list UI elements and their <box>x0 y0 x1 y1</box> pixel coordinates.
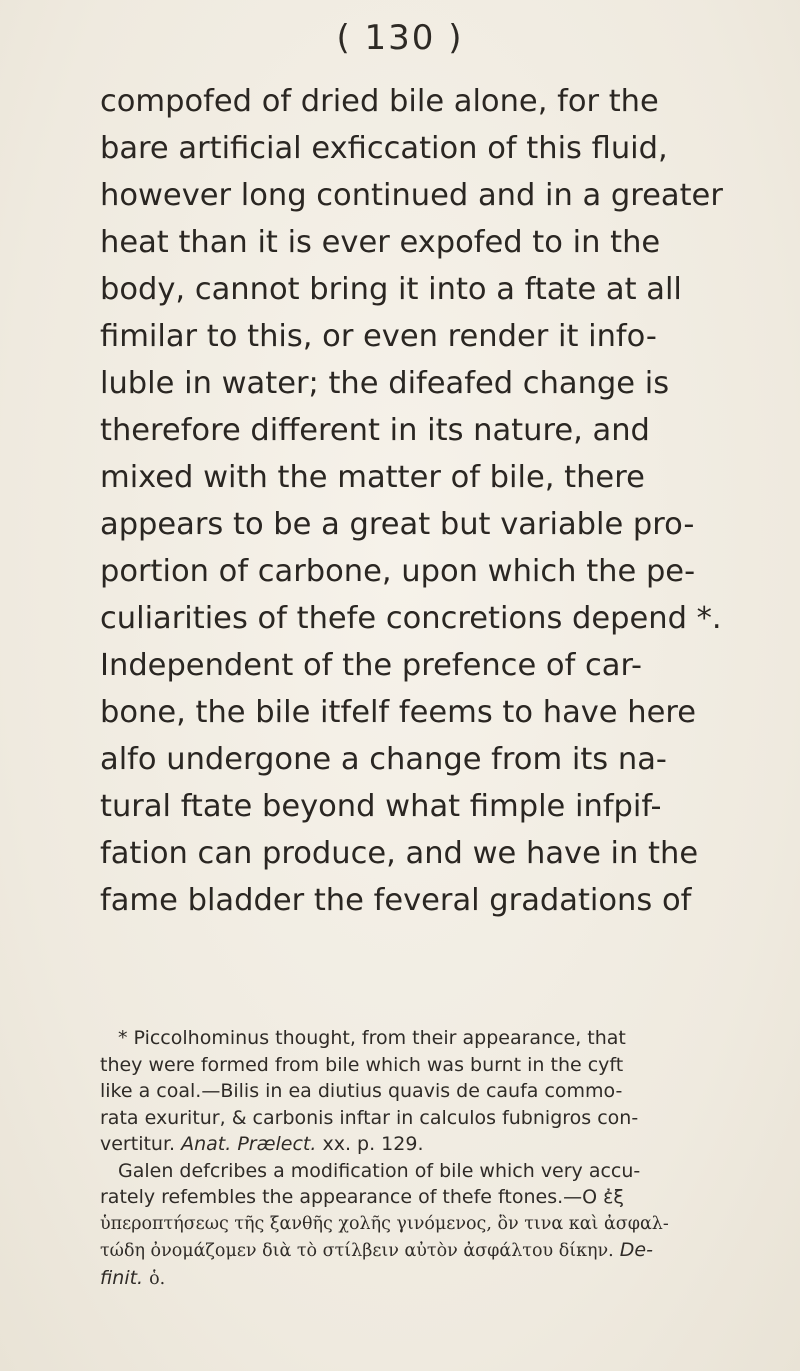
body-line: fation can produce, and we have in the <box>100 836 699 871</box>
footnote-line: rata exuritur, & carbonis inftar in calculos fubnigros con- <box>100 1106 639 1129</box>
footnote <box>100 1025 730 1292</box>
citation-title: finit. <box>100 1266 144 1289</box>
body-line: however long continued and in a greater <box>100 178 723 213</box>
body-line: bare artificial exficcation of this fluid, <box>100 131 668 166</box>
body-text <box>100 78 730 924</box>
footnote-greek-line: ὑπεροπτήσεως τῆς ξανθῆς χολῆς γινόμενος, ὃν τινα καὶ ἀσφαλ- <box>100 1213 669 1234</box>
body-line: mixed with the matter of bile, there <box>100 460 645 495</box>
body-line: compofed of dried bile alone, for the <box>100 84 659 119</box>
citation-title: Anat. Prælect. <box>181 1133 317 1155</box>
body-line: heat than it is ever expofed to in the <box>100 225 661 260</box>
body-line: appears to be a great but variable pro- <box>100 507 695 542</box>
body-line: bone, the bile itfelf feems to have here <box>100 695 697 730</box>
body-line: fame bladder the feveral gradations of <box>100 883 692 918</box>
body-line: culiarities of thefe concretions depend *. <box>100 601 722 636</box>
body-line: tural ftate beyond what fimple infpif- <box>100 789 662 824</box>
page-number: ( 130 ) <box>336 18 464 58</box>
body-line: Independent of the prefence of car- <box>100 648 643 683</box>
footnote-line: like a coal.—Bilis in ea diutius quavis de caufa commo- <box>100 1080 623 1102</box>
footnote-text: xx. p. 129. <box>322 1133 424 1155</box>
citation-title: De- <box>619 1239 653 1261</box>
footnote-line: Galen defcribes a modification of bile which very accu- <box>118 1159 641 1182</box>
footnote-line: rately refembles the appearance of thefe ftones.—Ο ἐξ <box>100 1186 624 1208</box>
body-line: alfo undergone a change from its na- <box>100 742 667 777</box>
footnote-greek-text: ὁ. <box>149 1268 166 1289</box>
footnote-line <box>100 1265 730 1293</box>
footnote-greek-text: τώδη ὀνομάζομεν διὰ τὸ στίλβειν αὐτὸν ἀσφάλτου δίκην. <box>100 1241 614 1261</box>
body-line: body, cannot bring it into a ftate at all <box>100 272 682 307</box>
footnote-line <box>100 1237 730 1265</box>
body-line: portion of carbone, upon which the pe- <box>100 554 696 589</box>
footnote-line: they were formed from bile which was burnt in the cyft <box>100 1053 624 1076</box>
footnote-text: vertitur. <box>100 1133 176 1155</box>
body-line: luble in water; the difeafed change is <box>100 366 670 401</box>
footnote-line <box>100 1131 730 1158</box>
body-line: fimilar to this, or even render it info- <box>100 319 657 354</box>
footnote-line: * Piccolhominus thought, from their appearance, that <box>118 1027 626 1049</box>
body-line: therefore different in its nature, and <box>100 413 650 448</box>
